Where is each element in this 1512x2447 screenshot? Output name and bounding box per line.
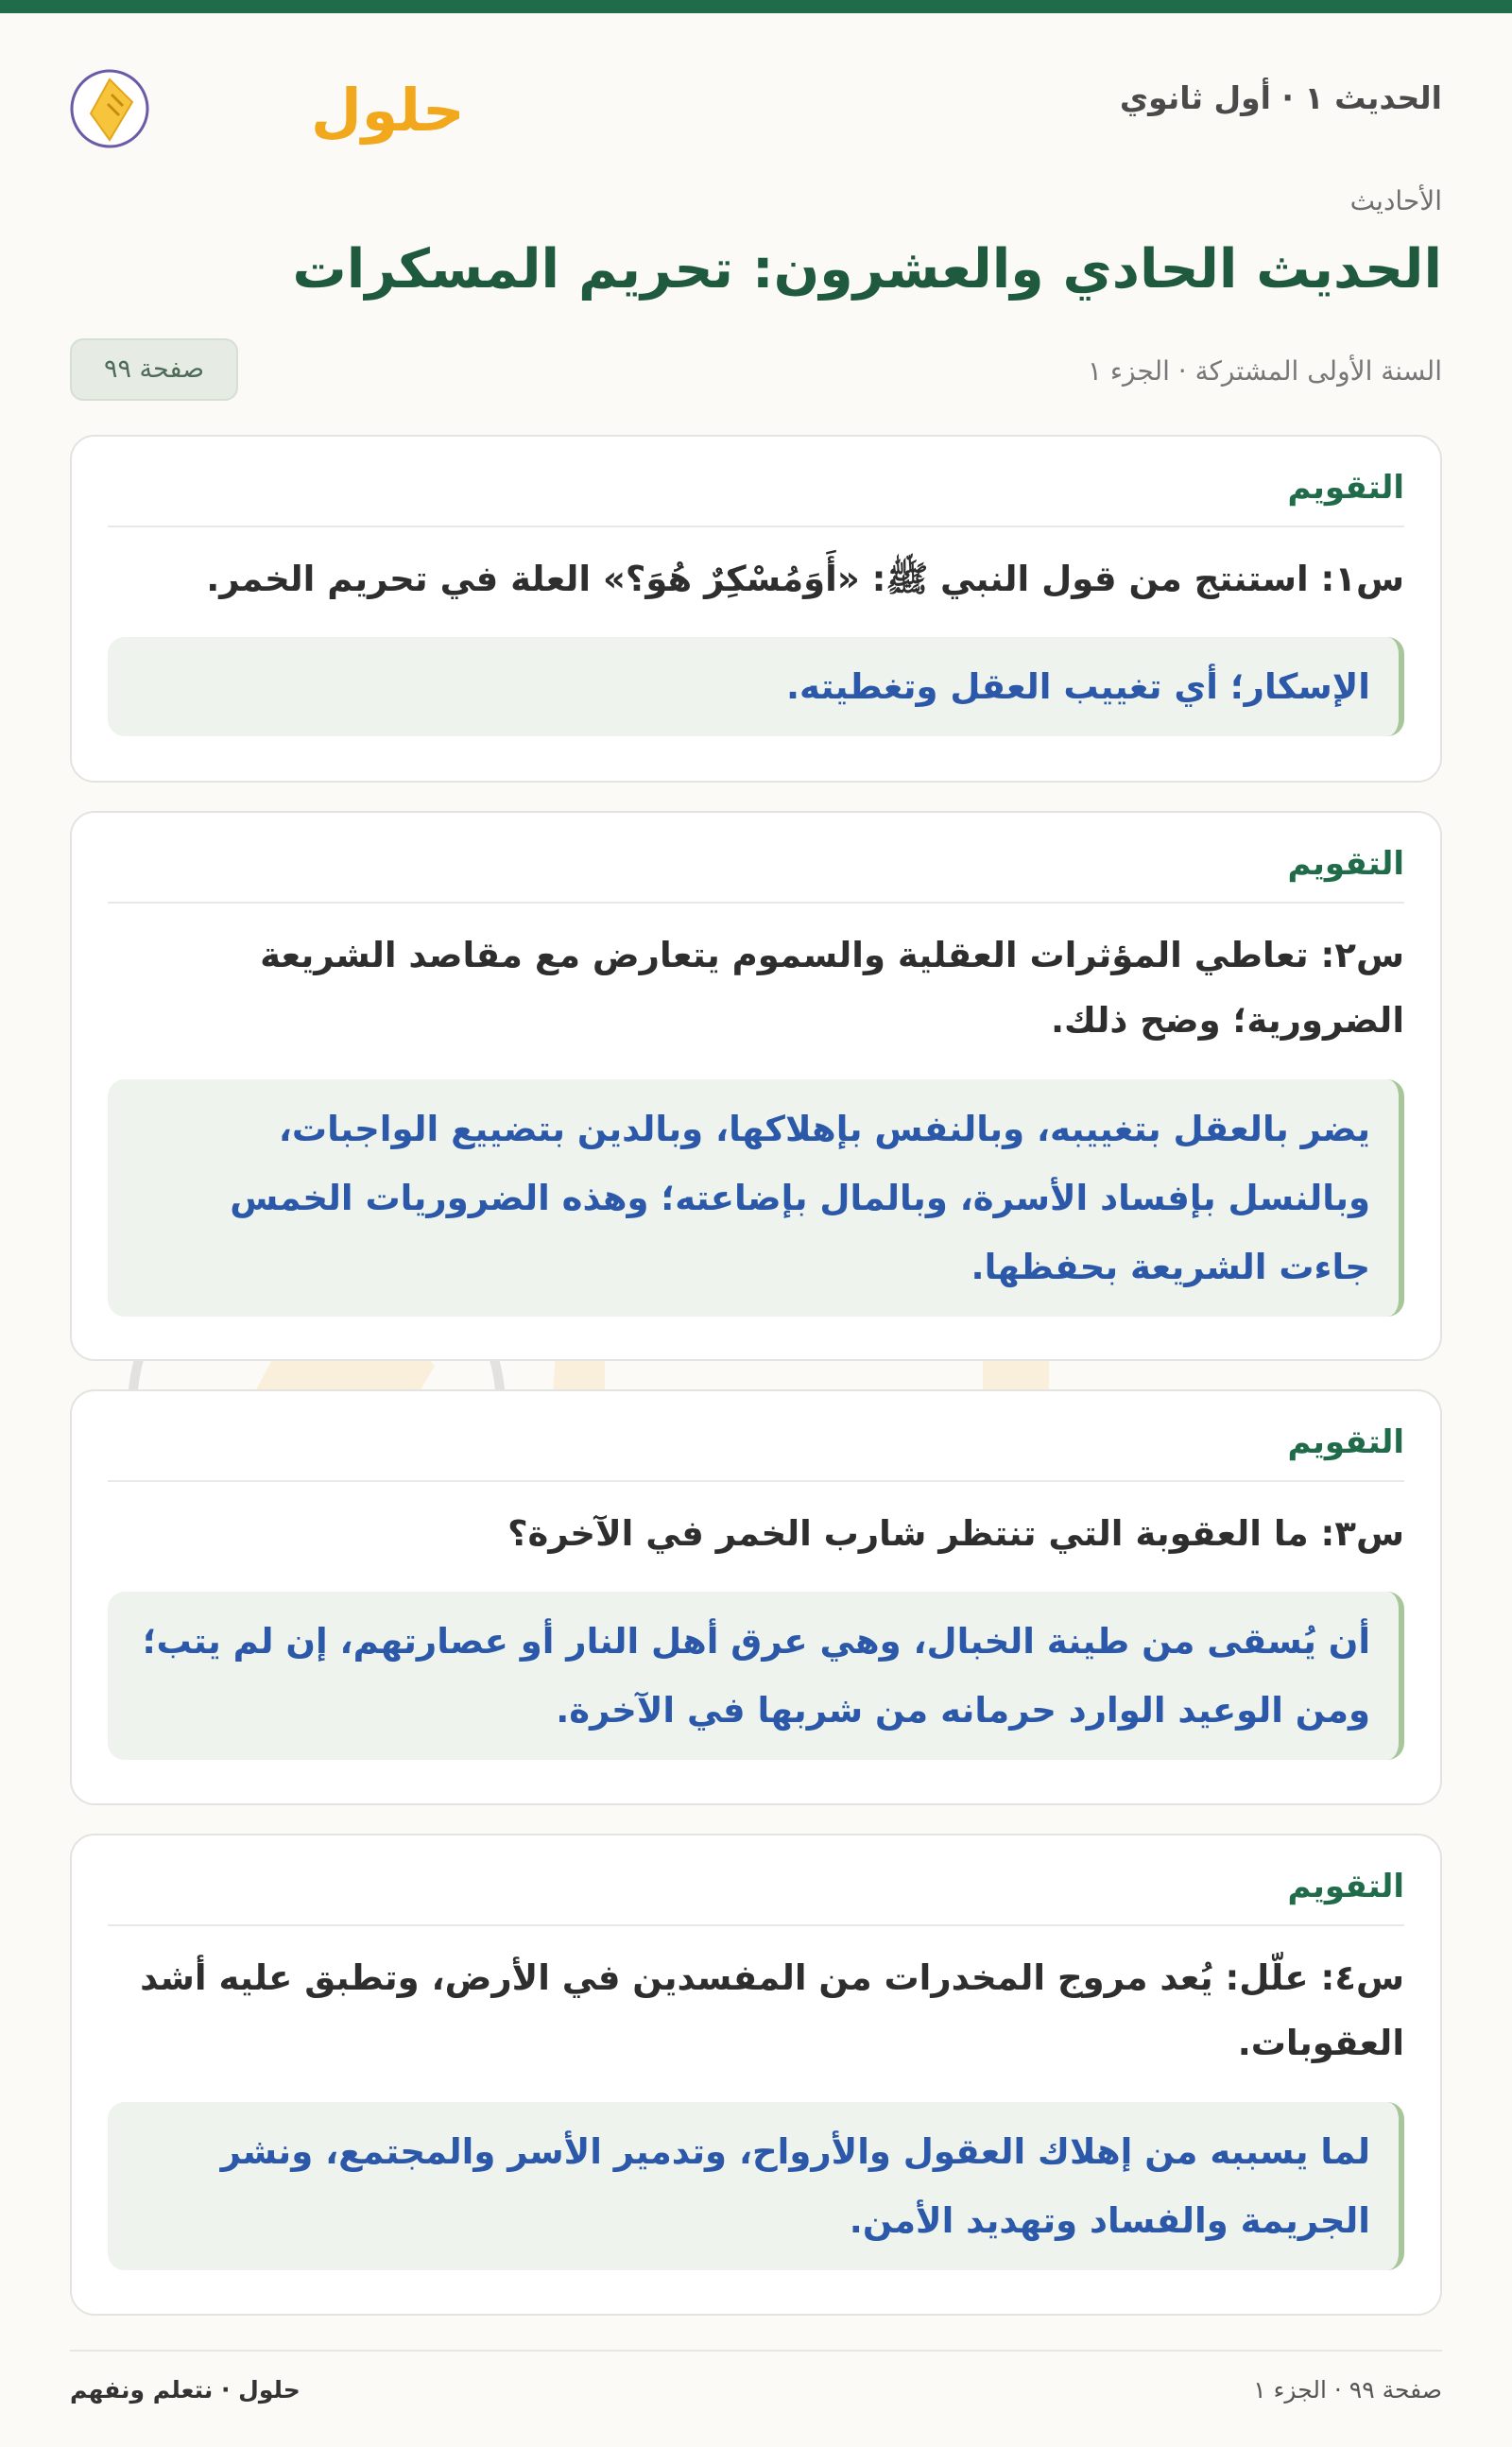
page-number-badge: صفحة ٩٩ (70, 338, 238, 401)
top-accent-bar (0, 0, 1512, 13)
answer-box: الإسكار؛ أي تغييب العقل وتغطيته. (108, 637, 1404, 736)
page-meta: السنة الأولى المشتركة · الجزء ١ (1087, 355, 1442, 387)
question-text: س١: استنتج من قول النبي ﷺ: «أَوَمُسْكِرٌ هُوَ؟» العلة في تحريم الخمر. (206, 559, 1404, 599)
breadcrumb[interactable]: الأحاديث (1349, 185, 1442, 216)
evaluation-card-3 (70, 1389, 1442, 1805)
card-label: التقويم (108, 1423, 1404, 1482)
answer-box: يضر بالعقل بتغييبه، وبالنفس بإهلاكها، وبالدين بتضييع الواجبات، وبالنسل بإفساد الأسرة، وبالمال بإضاعته؛ وهذه الضروريات الخمس جاءت الشريعة بحفظها. (108, 1079, 1404, 1317)
card-label: التقويم (108, 845, 1404, 904)
evaluation-card-2 (70, 811, 1442, 1361)
evaluation-card-1 (70, 435, 1442, 783)
answer-box: لما يسببه من إهلاك العقول والأرواح، وتدمير الأسر والمجتمع، ونشر الجريمة والفساد وتهديد الأمن. (108, 2102, 1404, 2270)
evaluation-card-4 (70, 1834, 1442, 2316)
logo-text: حلول (311, 76, 465, 145)
card-label: التقويم (108, 1868, 1404, 1926)
grade-title: الحديث ١ · أول ثانوي (1119, 79, 1442, 116)
footer-divider (70, 2350, 1442, 2352)
logo[interactable] (70, 57, 465, 151)
answer-box: أن يُسقى من طينة الخبال، وهي عرق أهل النار أو عصارتهم، إن لم يتب؛ ومن الوعيد الوارد حرمانه من شربها في الآخرة. (108, 1592, 1404, 1760)
header (70, 57, 1442, 151)
card-label: التقويم (108, 469, 1404, 527)
page-title: الحديث الحادي والعشرون: تحريم المسكرات (292, 238, 1442, 301)
question-text: س٢: تعاطي المؤثرات العقلية والسموم يتعارض مع مقاصد الشريعة الضرورية؛ وضح ذلك. (260, 935, 1404, 1041)
footer-page-info: صفحة ٩٩ · الجزء ١ (1253, 2376, 1442, 2404)
question-text: س٤: علّل: يُعد مروج المخدرات من المفسدين في الأرض، وتطبق عليه أشد العقوبات. (140, 1957, 1404, 2063)
footer-brand: حلول · نتعلم ونفهم (70, 2376, 301, 2404)
question-text: س٣: ما العقوبة التي تنتظر شارب الخمر في الآخرة؟ (507, 1513, 1404, 1554)
logo-icon (70, 57, 465, 151)
